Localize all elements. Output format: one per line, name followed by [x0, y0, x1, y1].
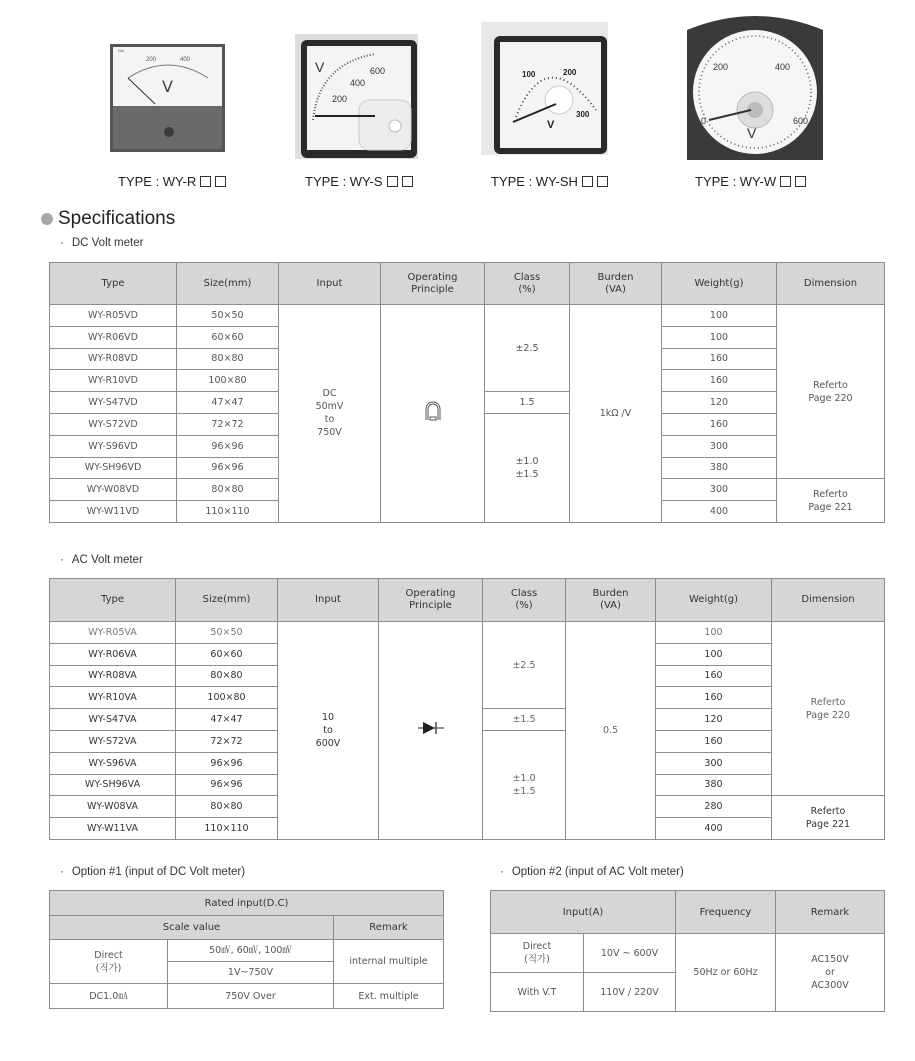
dimension-cell: Referto Page 221: [777, 479, 885, 523]
header-size: Size(mm): [177, 263, 279, 305]
placeholder-box-icon: [215, 176, 226, 187]
weight-cell: 160: [662, 348, 777, 370]
class-cell: ±2.5: [485, 305, 570, 392]
weight-cell: 300: [662, 479, 777, 501]
type-cell: WY-S96VD: [50, 435, 177, 457]
svg-text:V: V: [315, 59, 325, 75]
remark-cell: Ext. multiple: [334, 984, 444, 1009]
svg-text:600: 600: [793, 116, 809, 126]
weight-cell: 380: [662, 457, 777, 479]
scale-value-cell: 50㎷, 60㎷, 100㎷: [168, 940, 334, 962]
type-cell: WY-S72VA: [50, 730, 176, 752]
size-cell: 60×60: [176, 643, 278, 665]
size-cell: 100×80: [177, 370, 279, 392]
weight-cell: 100: [662, 326, 777, 348]
direct-cell: Direct (직가): [50, 940, 168, 984]
weight-cell: 160: [656, 687, 772, 709]
operating-principle-cell: [379, 622, 483, 840]
svg-text:0: 0: [701, 116, 707, 126]
header-weight: Weight(g): [656, 579, 772, 622]
type-cell: WY-R08VA: [50, 665, 176, 687]
svg-text:200: 200: [563, 68, 577, 77]
table-header-row: [50, 916, 444, 940]
size-cell: 72×72: [177, 413, 279, 435]
wy-r-meter-image: [110, 44, 225, 152]
svg-text:200: 200: [146, 57, 157, 63]
vt-cell: With V.T: [491, 973, 584, 1012]
svg-text:100: 100: [522, 70, 536, 79]
header-burden: Burden (VA): [566, 579, 656, 622]
type-cell: WY-W08VD: [50, 479, 177, 501]
product-caption: TYPE : WY-SH: [491, 174, 608, 189]
operating-principle-cell: [381, 305, 485, 523]
class-cell: ±2.5: [483, 622, 566, 709]
table-header-row: [491, 891, 885, 934]
header-weight: Weight(g): [662, 263, 777, 305]
type-cell: WY-SH96VA: [50, 774, 176, 796]
type-cell: WY-W08VA: [50, 796, 176, 818]
option1-label: · Option #1 (input of DC Volt meter): [60, 866, 246, 878]
svg-text:400: 400: [775, 62, 791, 72]
placeholder-box-icon: [780, 176, 791, 187]
size-cell: 50×50: [177, 305, 279, 327]
product-caption: TYPE : WY-S: [305, 174, 413, 189]
size-cell: 72×72: [176, 730, 278, 752]
type-cell: WY-R05VA: [50, 622, 176, 644]
header-size: Size(mm): [176, 579, 278, 622]
size-cell: 80×80: [176, 796, 278, 818]
weight-cell: 300: [656, 752, 772, 774]
rectifier-diode-icon: [418, 721, 444, 735]
size-cell: 96×96: [177, 435, 279, 457]
header-frequency: Frequency: [676, 891, 776, 934]
type-cell: WY-R06VA: [50, 643, 176, 665]
header-operating-principle: Operating Principle: [381, 263, 485, 305]
header-class: Class (%): [483, 579, 566, 622]
section-bullet-icon: [41, 213, 53, 225]
scale-value-cell: 1V~750V: [168, 962, 334, 984]
header-scale-value: Scale value: [50, 916, 334, 940]
table-row: [50, 305, 885, 327]
svg-text:200: 200: [332, 94, 348, 104]
svg-text:V: V: [162, 77, 173, 96]
table-row: [50, 940, 444, 962]
svg-text:200: 200: [713, 62, 729, 72]
frequency-cell: 50Hz or 60Hz: [676, 934, 776, 1012]
svg-text:Wa: Wa: [118, 48, 124, 53]
svg-text:300: 300: [576, 110, 590, 119]
table-row: [50, 984, 444, 1009]
type-cell: WY-W11VA: [50, 818, 176, 840]
svg-text:V: V: [747, 125, 757, 141]
type-cell: WY-SH96VD: [50, 457, 177, 479]
header-burden: Burden (VA): [570, 263, 662, 305]
placeholder-box-icon: [200, 176, 211, 187]
dimension-cell: Referto Page 220: [777, 305, 885, 479]
dc-cell: DC1.0㎃: [50, 984, 168, 1009]
table-row: [491, 934, 885, 973]
product-caption: TYPE : WY-W: [695, 174, 806, 189]
weight-cell: 100: [656, 622, 772, 644]
type-cell: WY-S47VD: [50, 392, 177, 414]
header-operating-principle: Operating Principle: [379, 579, 483, 622]
header-dimension: Dimension: [772, 579, 885, 622]
weight-cell: 400: [656, 818, 772, 840]
option2-table: [490, 890, 885, 1012]
weight-cell: 120: [662, 392, 777, 414]
dimension-cell: Referto Page 221: [772, 796, 885, 840]
header-type: Type: [50, 263, 177, 305]
header-dimension: Dimension: [777, 263, 885, 305]
class-cell: 1.5: [485, 392, 570, 414]
burden-cell: 1kΩ /V: [570, 305, 662, 523]
moving-coil-magnet-icon: [425, 401, 441, 421]
weight-cell: 400: [662, 501, 777, 523]
size-cell: 100×80: [176, 687, 278, 709]
option2-label: · Option #2 (input of AC Volt meter): [500, 866, 684, 878]
type-cell: WY-R08VD: [50, 348, 177, 370]
type-cell: WY-R10VA: [50, 687, 176, 709]
placeholder-box-icon: [582, 176, 593, 187]
ac-volt-meter-label: · AC Volt meter: [60, 554, 143, 566]
weight-cell: 100: [656, 643, 772, 665]
weight-cell: 160: [662, 370, 777, 392]
type-cell: WY-S47VA: [50, 709, 176, 731]
size-cell: 96×96: [176, 774, 278, 796]
type-cell: WY-R10VD: [50, 370, 177, 392]
table-row: [50, 622, 885, 644]
input-cell: DC 50mV to 750V: [279, 305, 381, 523]
direct-cell: Direct (직가): [491, 934, 584, 973]
input-value-cell: 110V / 220V: [584, 973, 676, 1012]
header-input: Input: [279, 263, 381, 305]
type-cell: WY-S96VA: [50, 752, 176, 774]
class-cell: ±1.5: [483, 709, 566, 731]
placeholder-box-icon: [795, 176, 806, 187]
type-cell: WY-R06VD: [50, 326, 177, 348]
size-cell: 80×80: [177, 479, 279, 501]
svg-text:V: V: [547, 119, 555, 131]
size-cell: 96×96: [177, 457, 279, 479]
dc-volt-meter-label: · DC Volt meter: [60, 237, 144, 249]
type-cell: WY-R05VD: [50, 305, 177, 327]
weight-cell: 100: [662, 305, 777, 327]
class-cell: ±1.0 ±1.5: [485, 413, 570, 522]
dimension-cell: Referto Page 220: [772, 622, 885, 796]
product-caption: TYPE : WY-R: [118, 174, 226, 189]
header-remark: Remark: [334, 916, 444, 940]
ac-volt-meter-table: [49, 578, 885, 840]
size-cell: 80×80: [176, 665, 278, 687]
burden-cell: 0.5: [566, 622, 656, 840]
size-cell: 47×47: [176, 709, 278, 731]
size-cell: 50×50: [176, 622, 278, 644]
placeholder-box-icon: [597, 176, 608, 187]
table-header-row: [50, 263, 885, 305]
option1-table: [49, 890, 444, 1009]
header-input: Input(A): [491, 891, 676, 934]
type-cell: WY-W11VD: [50, 501, 177, 523]
class-cell: ±1.0 ±1.5: [483, 730, 566, 839]
svg-text:600: 600: [370, 66, 386, 76]
weight-cell: 380: [656, 774, 772, 796]
size-cell: 60×60: [177, 326, 279, 348]
header-input: Input: [278, 579, 379, 622]
input-value-cell: 10V ~ 600V: [584, 934, 676, 973]
svg-text:400: 400: [180, 57, 191, 63]
header-type: Type: [50, 579, 176, 622]
size-cell: 80×80: [177, 348, 279, 370]
weight-cell: 160: [662, 413, 777, 435]
weight-cell: 120: [656, 709, 772, 731]
size-cell: 110×110: [176, 818, 278, 840]
placeholder-box-icon: [402, 176, 413, 187]
remark-cell: AC150V or AC300V: [776, 934, 885, 1012]
remark-cell: internal multiple: [334, 940, 444, 984]
type-cell: WY-S72VD: [50, 413, 177, 435]
table-header-row: [50, 891, 444, 916]
table-header-row: [50, 579, 885, 622]
weight-cell: 280: [656, 796, 772, 818]
wy-sh-meter-image: [481, 22, 608, 155]
header-rated-input: Rated input(D.C): [50, 891, 444, 916]
size-cell: 47×47: [177, 392, 279, 414]
weight-cell: 300: [662, 435, 777, 457]
wy-s-meter-image: [295, 34, 418, 159]
input-cell: 10 to 600V: [278, 622, 379, 840]
size-cell: 96×96: [176, 752, 278, 774]
svg-text:400: 400: [350, 78, 366, 88]
header-remark: Remark: [776, 891, 885, 934]
placeholder-box-icon: [387, 176, 398, 187]
dc-volt-meter-table: [49, 262, 885, 523]
weight-cell: 160: [656, 665, 772, 687]
section-title: Specifications: [58, 208, 176, 229]
size-cell: 110×110: [177, 501, 279, 523]
weight-cell: 160: [656, 730, 772, 752]
wy-w-meter-image: [683, 10, 828, 165]
scale-value-cell: 750V Over: [168, 984, 334, 1009]
header-class: Class (%): [485, 263, 570, 305]
